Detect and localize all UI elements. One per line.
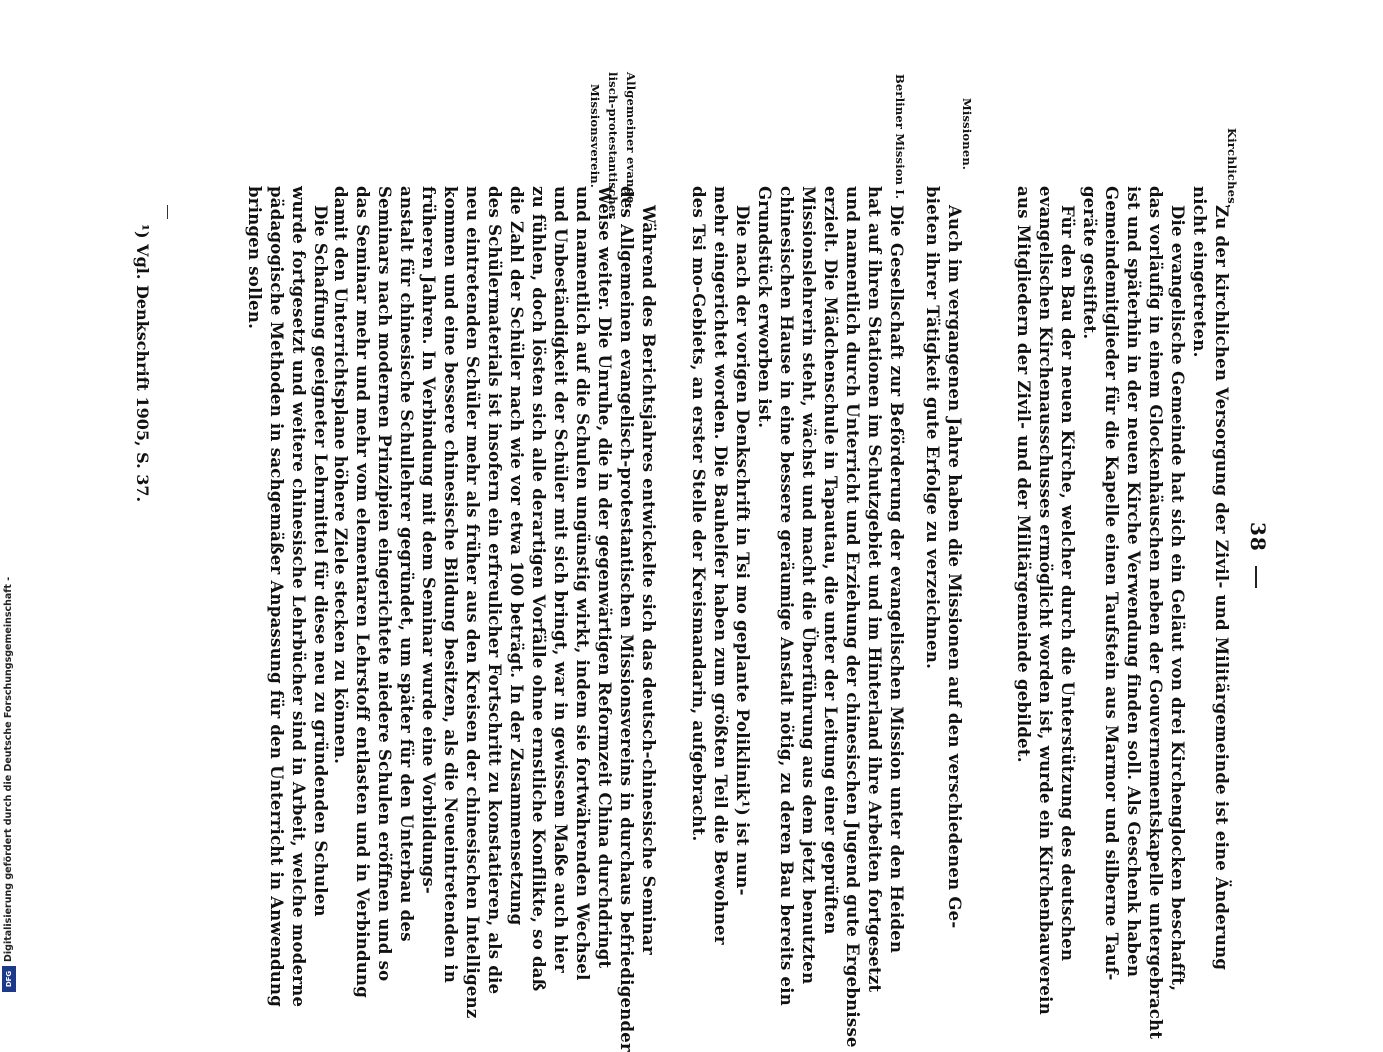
body-line: nicht eingetreten. (1190, 186, 1209, 358)
body-line: hat auf ihren Stationen im Schutzgebiet und im Hinterland ihre Arbeiten fortgesetzt (865, 186, 884, 993)
body-line: und Unbeständigkeit der Schüler mit sich bringt, war in gewissem Maße auch hier (551, 186, 570, 973)
margin-note-missionsverein-line-1: Allgemeiner evange- (624, 72, 638, 209)
body-line: ist und späterhin in der neuen Kirche Verwendung finden soll. Als Geschenk haben (1124, 186, 1143, 978)
margin-note-kirchliches: Kirchliches. (1225, 128, 1239, 209)
body-line: kommen und eine bessere chinesische Bildung besitzen, als die Neueintretenden in (441, 186, 460, 984)
body-line: Auch im vergangenen Jahre haben die Missionen auf den verschiedenen Ge- (945, 205, 964, 929)
body-line: Während des Berichtsjahres entwickelte sich das deutsch-chinesische Seminar (639, 205, 658, 955)
digitization-credit: Digitalisierung gefördert durch die Deutsche Forschungsgemeinschaft - (3, 576, 14, 962)
body-line: bieten ihrer Tätigkeit gute Erfolge zu verzeichnen. (923, 186, 942, 670)
body-line: Zu der kirchlichen Versorgung der Zivil- und Militärgemeinde ist eine Änderung (1212, 205, 1231, 971)
body-line: anstalt für chinesische Schullehrer gegründet, um später für den Unterbau des (397, 186, 416, 942)
body-line: Missionslehrerin steht, wächst und macht die Überführung aus dem jetzt benutzten (799, 186, 818, 985)
margin-note-missionsverein-line-2: lisch-protestantischer (606, 72, 620, 219)
body-line: Für den Bau der neuen Kirche, welcher durch die Unterstützung des deutschen (1058, 205, 1077, 962)
body-line: wurde fortgesetzt und weitere chinesische Lehrbücher sind in Arbeit, welche moderne (289, 186, 308, 1008)
body-line: des Tsi mo-Gebiets, an erster Stelle der Kreismandarin, aufgebracht. (689, 186, 708, 842)
body-line: damit den Unterrichtsplane höhere Ziele stecken zu können. (331, 186, 350, 765)
body-line: geräte gestiftet. (1080, 186, 1099, 340)
body-line: neu eintretenden Schüler mehr als früher aus den Kreisen der chinesischen Intelligenz (463, 186, 482, 1019)
body-line: Die Schaffung geeigneter Lehrmittel für diese neu zu gründenden Schulen (311, 205, 330, 917)
body-line: evangelischen Kirchenausschusses ermöglicht worden ist, wurde ein Kirchenbauverein (1036, 186, 1055, 1015)
body-line: Grundstück erworben ist. (755, 186, 774, 429)
page-number: 38 (1248, 522, 1268, 588)
dfg-logo: DFG (2, 966, 16, 992)
margin-note-missionen: Missionen. (960, 98, 974, 171)
body-line: das vorläufig in einem Glockenhäuschen neben der Gouvernementskapelle untergebracht (1146, 186, 1165, 1040)
body-line: Die Gesellschaft zur Beförderung der evangelischen Mission unter den Heiden (887, 205, 906, 954)
footnote-rule (167, 205, 168, 219)
header-rule (1256, 566, 1258, 588)
body-line: aus Mitgliedern der Zivil- und der Militärgemeinde gebildet. (1014, 186, 1033, 763)
body-line: Gemeindemitglieder für die Kapelle einen Taufstein aus Marmor und silberne Tauf- (1102, 186, 1121, 981)
body-line: pädagogische Methoden in sachgemäßer Anpassung für den Unterricht in Anwendung (267, 186, 286, 1008)
body-line: des Schülermaterials ist insofern ein erfreulicher Fortschritt zu konstatieren, als die (485, 186, 504, 995)
body-line: die Zahl der Schüler nach wie vor etwa 100 beträgt. In der Zusammensetzung (507, 186, 526, 926)
body-line: chinesischen Hause in eine bessere geräumige Anstalt nötig, zu deren Bau bereits ein (777, 186, 796, 1007)
margin-note-berliner-mission: Berliner Mission I. (893, 74, 907, 200)
body-line: Die evangelische Gemeinde hat sich ein Geläut von drei Kirchenglocken beschafft, (1168, 205, 1187, 992)
margin-note-missionsverein-line-3: Missionsverein. (588, 84, 602, 189)
body-line: und namentlich auf die Schulen ungünstig wirkt, indem sie fortwährenden Wechsel (573, 186, 592, 981)
body-line: bringen sollen. (245, 186, 264, 330)
body-line: erzielt. Die Mädchenschule in Tapautau, die unter der Leitung einer geprüften (821, 186, 840, 935)
body-line: mehr eingerichtet worden. Die Bauhelfer haben zum größten Teil die Bewohner (711, 186, 730, 945)
body-line: des Allgemeinen evangelisch-protestantischen Missionsvereins in durchaus befriedigender (617, 186, 636, 1052)
body-line: und namentlich durch Unterricht und Erziehung der chinesischen Jugend gute Ergebnisse (843, 186, 862, 1048)
body-line: früheren Jahren. In Verbindung mit dem Seminar wurde eine Vorbildungs- (419, 186, 438, 894)
body-line: Die nach der vorigen Denkschrift in Tsi mo geplante Poliklinik¹) ist nun- (733, 205, 752, 896)
body-line: zu fühlen, doch lösten sich alle derartigen Vorfälle ohne ernstliche Konflikte, so daß (529, 186, 548, 992)
body-line: das Seminar mehr und mehr vom elementaren Lehrstoff entlasten und in Verbindung (353, 186, 372, 999)
body-line: Weise weiter. Die Unruhe, die in der gegenwärtigen Reformzeit China durchdringt (595, 186, 614, 969)
body-line: Seminars nach modernen Prinzipien eingerichtete niedere Schulen eröffnen und so (375, 186, 394, 982)
footnote: ¹) Vgl. Denkschrift 1905, S. 37. (133, 224, 152, 503)
